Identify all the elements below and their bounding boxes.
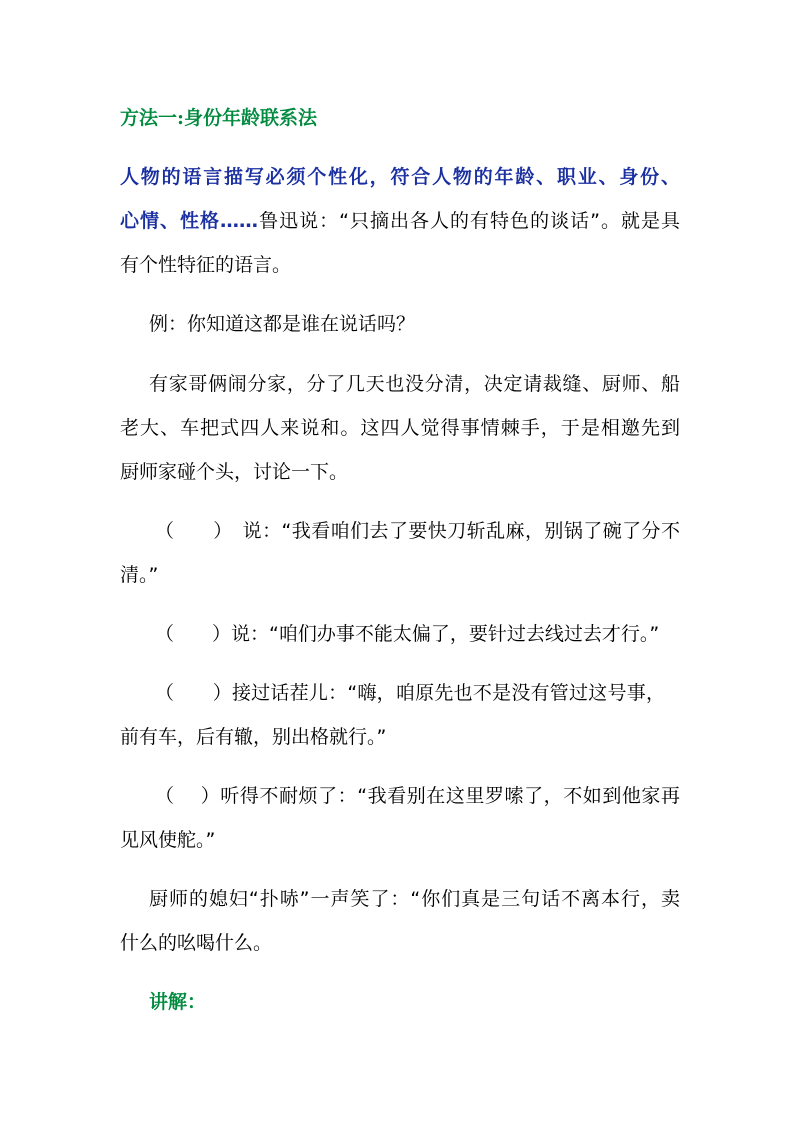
quote-2-line-1: （ ）说：“咱们办事不能太偏了，要针过去线过去才行。”: [155, 623, 660, 645]
story-line-1: 有家哥俩闹分家，分了几天也没分清，决定请裁缝、厨师、船: [149, 373, 680, 395]
intro-emphasis-1: 人物的语言描写必须个性化，符合人物的年龄、职业、身份、: [120, 166, 680, 188]
section-heading: 方法一:身份年龄联系法: [120, 107, 318, 129]
intro-line-1: [120, 165, 680, 189]
closing-line-1: 厨师的媳妇“扑哧”一声笑了：“你们真是三句话不离本行，卖: [149, 888, 680, 910]
intro-line-2: [120, 209, 680, 233]
quote-1-line-2: 清。”: [120, 564, 159, 586]
intro-line-3: 有个性特征的语言。: [120, 254, 292, 276]
intro-emphasis-2: 心情、性格……: [120, 210, 259, 232]
story-line-3: 厨师家碰个头，讨论一下。: [120, 461, 349, 483]
quote-4-line-2: 见风使舵。”: [120, 829, 216, 851]
quote-4-line-1: （ ）听得不耐烦了：“我看别在这里罗嗦了，不如到他家再: [155, 785, 680, 807]
intro-rest-2: 鲁迅说：“只摘出各人的有特色的谈话”。就是具: [258, 210, 680, 232]
closing-line-2: 什么的吆喝什么。: [120, 932, 273, 954]
quote-1-line-1: （ ） 说：“我看咱们去了要快刀斩乱麻，别锅了碗了分不: [155, 520, 680, 542]
example-prompt: 例：你知道这都是谁在说话吗？: [149, 313, 416, 335]
quote-3-line-1: （ ）接过话茬儿：“嗨，咱原先也不是没有管过这号事，: [155, 682, 665, 704]
story-line-2: 老大、车把式四人来说和。这四人觉得事情棘手，于是相邀先到: [120, 417, 680, 439]
explanation-label: 讲解：: [149, 991, 207, 1013]
quote-3-line-2: 前有车，后有辙，别出格就行。”: [120, 726, 387, 748]
